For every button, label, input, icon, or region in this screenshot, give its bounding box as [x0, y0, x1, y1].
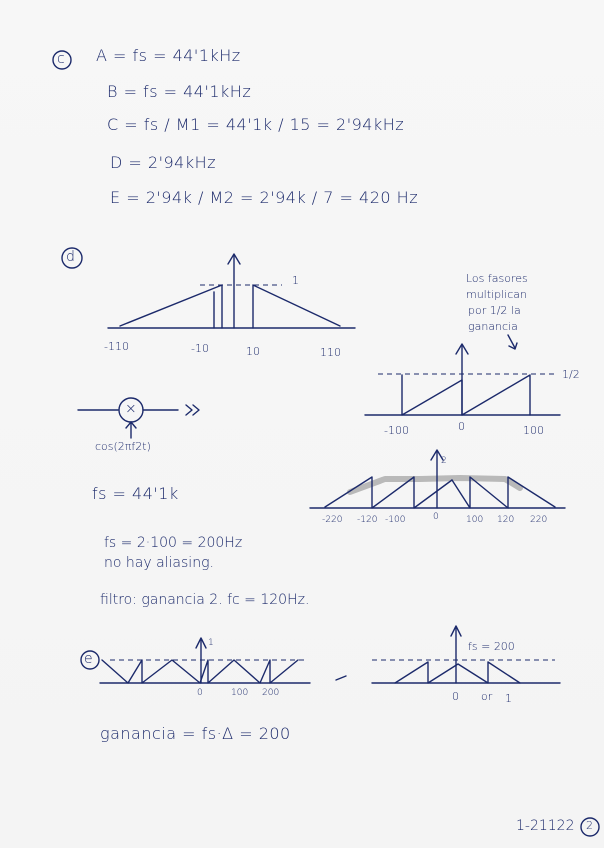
plot4-tick-label: 0 [197, 688, 203, 698]
plot4-periodic-triangles [102, 660, 298, 683]
plot4-tick-label: 200 [262, 688, 280, 698]
aliasing-line: no hay aliasing. [104, 555, 214, 571]
note-line: multiplican [466, 288, 527, 301]
plot2-spectrum [365, 335, 560, 415]
plot1-peak-label: 1 [292, 274, 299, 287]
section-c-marker: c [57, 51, 65, 67]
mixer-output-arrow-1 [186, 405, 192, 415]
plot3-spectrum [310, 450, 565, 508]
plot4-tick-label: 100 [231, 688, 249, 698]
plot3-tick-label: 100 [466, 515, 484, 525]
plot4-peak-label: 1 [208, 638, 214, 648]
mixer-lo-label: cos(2πf2t) [95, 440, 151, 453]
section-e-marker: e [84, 651, 93, 667]
plot5-spectrum [372, 626, 560, 683]
plot3-tick-label: 0 [433, 512, 439, 522]
plot1-spectrum [108, 254, 355, 328]
plot2-level-label: 1/2 [562, 368, 580, 381]
plot5-fs-label: fs = 200 [468, 640, 515, 653]
plot1-tick-label: 10 [246, 345, 260, 358]
section-d-marker: d [66, 249, 75, 265]
plot5-triangles [395, 662, 520, 683]
plot1-right-triangle [253, 285, 340, 328]
plot3-tick-label: -100 [385, 515, 406, 525]
fs-line: fs = 44'1k [92, 484, 179, 503]
plot1-tick-label: 110 [320, 346, 341, 359]
filter-line: filtro: ganancia 2. fc = 120Hz. [100, 592, 310, 608]
plot2-triangles [402, 375, 530, 415]
equation-c: C = fs / M1 = 44'1k / 15 = 2'94kHz [107, 115, 405, 134]
note-line: Los fasores [466, 272, 528, 285]
plot2-tick-label: 0 [458, 420, 465, 433]
equation-d: D = 2'94kHz [110, 153, 217, 172]
page-id: 1-21122 [516, 818, 575, 834]
equation-b: B = fs = 44'1kHz [107, 82, 252, 101]
plot3-peak-label: 2 [441, 456, 447, 466]
plot1-tick-label: -110 [104, 340, 129, 353]
gain-line: ganancia = fs·Δ = 200 [100, 724, 291, 743]
plot3-tick-label: 220 [530, 515, 548, 525]
plot5-tick-label: or [481, 690, 493, 703]
page-number: 2 [586, 819, 593, 832]
plot3-tick-label: -220 [322, 515, 343, 525]
plot5-tick-label: 1 [505, 692, 512, 705]
plot3-filter-highlight [350, 478, 520, 492]
plot2-tick-label: 100 [523, 424, 544, 437]
plot2-tick-label: -100 [384, 424, 409, 437]
plot1-tick-label: -10 [191, 342, 209, 355]
equation-a: A = fs = 44'1kHz [96, 46, 241, 65]
mixer-block [78, 398, 199, 438]
mixer-symbol: × [125, 401, 137, 417]
note-line: por 1/2 la [468, 304, 521, 317]
fs2-line: fs = 2·100 = 200Hz [104, 535, 243, 551]
plot3-tick-label: -120 [357, 515, 378, 525]
plot4-spectrum [100, 638, 346, 683]
note-line: ganancia [468, 320, 518, 333]
equation-e: E = 2'94k / M2 = 2'94k / 7 = 420 Hz [110, 188, 419, 207]
plot4-to-plot5-arrow [336, 676, 346, 680]
plot5-tick-label: 0 [452, 690, 459, 703]
mixer-output-arrow-2 [193, 405, 199, 415]
plot3-tick-label: 120 [497, 515, 515, 525]
plot1-left-triangle [120, 285, 222, 328]
